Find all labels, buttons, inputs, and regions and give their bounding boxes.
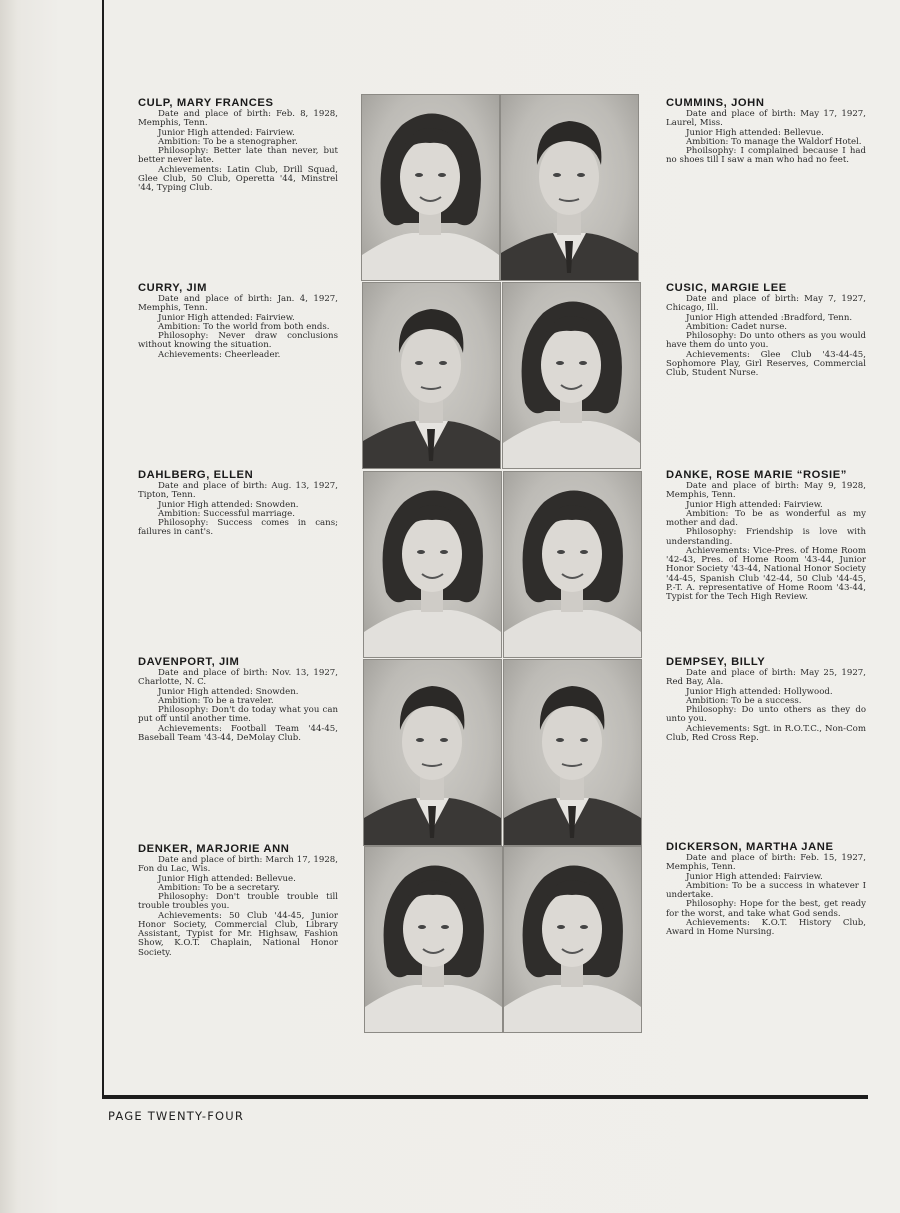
student-detail-line: Achievements: Latin Club, Drill Squad, Glee Club, 50 Club, Operetta '44, Minstrel '44, Typing Club. (138, 164, 338, 193)
student-detail-line: Junior High attended: Fairview. (686, 871, 823, 882)
student-entry-culp (138, 97, 338, 193)
student-detail-line: Junior High attended: Fairview. (158, 312, 295, 323)
student-detail-line: Junior High attended: Fairview. (686, 499, 823, 510)
student-detail-line: Phoilsophy: I complained because I had no shoes till I saw a man who had no feet. (666, 146, 866, 166)
student-detail-line: Philosophy: Don't trouble trouble till trouble troubles you. (138, 892, 338, 912)
student-detail-line: Ambition: Cadet nurse. (686, 321, 788, 332)
student-entry-curry (138, 282, 338, 360)
student-name: CUSIC, MARGIE LEE (666, 282, 787, 294)
student-detail-line: Ambition: To be a traveler. (158, 695, 274, 706)
student-detail-line: Ambition: To manage the Waldorf Hotel. (686, 136, 862, 147)
student-detail-line: Ambition: To be a success in whatever I undertake. (666, 880, 866, 900)
student-detail-line: Achievements: Sgt. in R.O.T.C., Non-Com Club, Red Cross Rep. (666, 723, 866, 743)
student-detail-line: Philosophy: Hope for the best, get ready for the worst, and take what God sends. (666, 899, 866, 919)
student-detail-line: Date and place of birth: Jan. 4, 1927, Memphis, Tenn. (138, 294, 338, 314)
student-name: CURRY, JIM (138, 282, 207, 294)
student-detail-line: Date and place of birth: Feb. 8, 1928, Memphis, Tenn. (138, 109, 338, 129)
student-detail-line: Achievements: Football Team '44-45, Baseball Team '43-44, DeMolay Club. (138, 723, 338, 743)
student-photo (503, 471, 642, 658)
student-detail-line: Ambition: To the world from both ends. (158, 321, 330, 332)
student-photo (503, 659, 642, 846)
student-detail-line: Ambition: To be a stenographer. (158, 136, 298, 147)
student-detail-line: Junior High attended: Snowden. (158, 686, 299, 697)
student-detail-line: Junior High attended: Fairview. (158, 127, 295, 138)
student-detail-line: Philosophy: Do unto others as you would have them do unto you. (666, 331, 866, 351)
student-entry-denker (138, 843, 338, 958)
bottom-rule (102, 1095, 868, 1099)
student-photo (500, 94, 639, 281)
student-detail-line: Philosophy: Success comes in cans; failures in cant's. (138, 518, 338, 538)
student-photo (363, 659, 502, 846)
student-detail-line: Ambition: Successful marriage. (158, 508, 295, 519)
student-detail-line: Date and place of birth: March 17, 1928, Fon du Lac, Wis. (138, 855, 338, 875)
student-detail-line: Achievements: Cheerleader. (158, 349, 281, 360)
student-detail-line: Junior High attended :Bradford, Tenn. (686, 312, 853, 323)
student-detail-line: Date and place of birth: May 25, 1927, Red Bay, Ala. (666, 668, 866, 688)
student-name: DEMPSEY, BILLY (666, 656, 766, 668)
student-photo (363, 471, 502, 658)
student-entry-davenport (138, 656, 338, 743)
student-entry-dahlberg (138, 469, 338, 538)
student-entry-cusic (666, 282, 866, 378)
student-detail-line: Achievements: K.O.T. History Club, Award in Home Nursing. (666, 917, 866, 937)
student-detail-line: Philosophy: Don't do today what you can put off until another time. (138, 705, 338, 725)
student-entry-dickerson (666, 841, 866, 937)
student-detail-line: Date and place of birth: May 17, 1927, Laurel, Miss. (666, 109, 866, 129)
student-detail-line: Achievements: Vice-Pres. of Home Room '42-43, Pres. of Home Room '43-44, Junior Honor Society '43-44, National Honor Society '44-45, Spanish Club '42-44, 50 Club '44-45, P.-T. A. representative of Home Room '43-44, Typist for the Tech High Review. (666, 545, 866, 602)
student-photo (361, 94, 500, 281)
student-detail-line: Philosophy: Better late than never, but better never late. (138, 146, 338, 166)
student-detail-line: Date and place of birth: Aug. 13, 1927, Tipton, Tenn. (138, 481, 338, 501)
student-entry-cummins (666, 97, 866, 166)
student-detail-line: Ambition: To be a secretary. (158, 882, 280, 893)
student-detail-line: Achievements: Glee Club '43-44-45, Sophomore Play, Girl Reserves, Commercial Club, Student Nurse. (666, 349, 866, 378)
student-name: DANKE, ROSE MARIE “ROSIE” (666, 469, 847, 481)
student-name: CULP, MARY FRANCES (138, 97, 274, 109)
student-detail-line: Philosophy: Never draw conclusions without knowing the situation. (138, 331, 338, 351)
student-photo (362, 282, 501, 469)
student-detail-line: Junior High attended: Bellevue. (158, 873, 296, 884)
student-photo (364, 846, 503, 1033)
student-photo (502, 282, 641, 469)
student-detail-line: Date and place of birth: Feb. 15, 1927, Memphis, Tenn. (666, 853, 866, 873)
student-detail-line: Junior High attended: Bellevue. (686, 127, 824, 138)
student-detail-line: Date and place of birth: Nov. 13, 1927, Charlotte, N. C. (138, 668, 338, 688)
page-footer: PAGE TWENTY-FOUR (108, 1109, 245, 1123)
student-detail-line: Achievements: 50 Club '44-45, Junior Honor Society, Commercial Club, Library Assistant, Typist for Mr. Highsaw, Fashion Show, K.O.T. Chaplain, National Honor Society. (138, 910, 338, 958)
student-detail-line: Ambition: To be as wonderful as my mother and dad. (666, 508, 866, 528)
student-name: DICKERSON, MARTHA JANE (666, 841, 834, 853)
student-detail-line: Ambition: To be a success. (686, 695, 802, 706)
student-name: DAVENPORT, JIM (138, 656, 240, 668)
left-rule (102, 0, 104, 1098)
student-detail-line: Junior High attended: Hollywood. (686, 686, 833, 697)
student-entry-danke (666, 469, 866, 602)
student-detail-line: Philosophy: Friendship is love with understanding. (666, 527, 866, 547)
student-detail-line: Philosophy: Do unto others as they do unto you. (666, 705, 866, 725)
student-detail-line: Junior High attended: Snowden. (158, 499, 299, 510)
student-entry-dempsey (666, 656, 866, 743)
student-name: DAHLBERG, ELLEN (138, 469, 254, 481)
student-photo (503, 846, 642, 1033)
student-name: DENKER, MARJORIE ANN (138, 843, 290, 855)
student-detail-line: Date and place of birth: May 7, 1927, Chicago, Ill. (666, 294, 866, 314)
student-detail-line: Date and place of birth: May 9, 1928, Memphis, Tenn. (666, 481, 866, 501)
student-name: CUMMINS, JOHN (666, 97, 765, 109)
